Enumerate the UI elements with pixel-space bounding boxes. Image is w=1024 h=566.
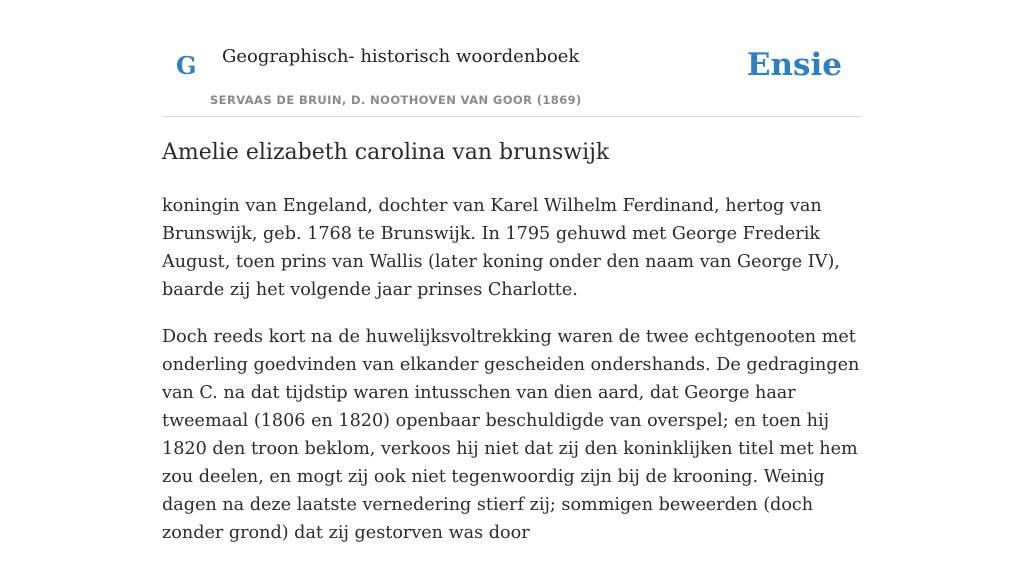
header [162,0,862,117]
entry-content [162,192,862,566]
book-title-link[interactable]: Geographisch- historisch woordenboek [222,46,580,67]
entry-paragraph: koningin van Engeland, dochter van Karel Wilhelm Ferdinand, hertog van Brunswijk, geb. 1768 te Brunswijk. In 1795 gehuwd met George Frederik August, toen prins van Wallis (later koning onder den naam van George IV), baarde zij het volgende jaar prinses Charlotte. [162,196,840,300]
page [162,0,862,543]
entry-paragraph: Doch reeds kort na de huwelijksvoltrekking waren de twee echtgenooten met onderling goedvinden van elkander gescheiden ondershands. De gedragingen van C. na dat tijdstip waren intusschen van dien aard, dat George haar tweemaal (1806 en 1820) openbaar beschuldigde van overspel; en toen hij 1820 den troon beklom, verkoos hij niet dat zij den koninklijken titel met hem zou deelen, en mogt zij ook niet tegenwoordig zijn bij de krooning. Weinig dagen na deze laatste vernedering stierf zij; sommigen beweerden (doch zonder grond) dat zij gestorven was door [162,327,860,543]
entry-title: Amelie elizabeth carolina van brunswijk [162,140,610,165]
book-logo[interactable]: G [176,51,197,80]
ensie-logo-link[interactable]: Ensie [746,47,842,83]
book-authors: SERVAAS DE BRUIN, D. NOOTHOVEN VAN GOOR (1869) [210,93,582,107]
